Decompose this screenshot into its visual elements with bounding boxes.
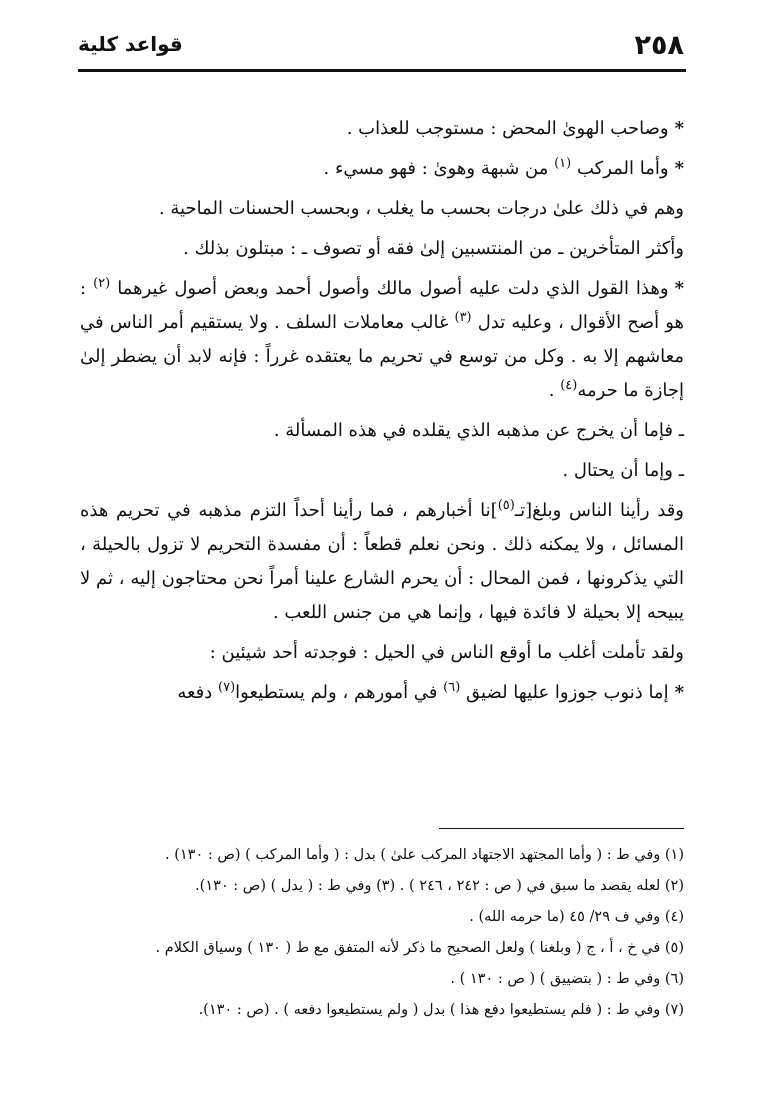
dash-item-2: ـ وإما أن يحتال . xyxy=(562,460,684,481)
paragraph-5 xyxy=(80,272,684,408)
paragraph-text: وأكثر المتأخرين ـ من المنتسبين إلىٰ فقه أو تصوف ـ : مبتلون بذلك . xyxy=(183,238,684,259)
footnote-2-3: (٢) لعله يقصد ما سبق في ( ص : ٢٤٢ ، ٢٤٦ ) . (٣) وفي ط : ( يدل ) (ص : ١٣٠). xyxy=(195,878,684,894)
main-text xyxy=(80,112,684,716)
paragraph-text: في أمورهم ، ولم يستطيعوا xyxy=(235,682,438,703)
running-title: قواعد كلية xyxy=(78,32,183,56)
footnote-1: (١) وفي ط : ( وأما المجتهد الاجتهاد المركب علىٰ ) بدل : ( وأما المركب ) (ص : ١٣٠) . xyxy=(164,847,684,863)
paragraph-4 xyxy=(80,232,684,266)
footnote-ref-2[interactable]: (٢) xyxy=(93,276,111,291)
footnotes xyxy=(80,840,684,1026)
header-rule xyxy=(78,69,686,72)
footnote-ref-6[interactable]: (٦) xyxy=(443,680,461,695)
paragraph-text: وهذا القول الذي دلت عليه أصول مالك وأصول أحمد وبعض أصول غيرهما xyxy=(117,278,669,299)
paragraph-text: وهم في ذلك علىٰ درجات بحسب ما يغلب ، وبحسب الحسنات الماحية . xyxy=(158,198,684,219)
asterisk-icon: * xyxy=(674,278,684,299)
paragraph-text: إما ذنوب جوزوا عليها لضيق xyxy=(466,682,669,703)
page-number: ٢٥٨ xyxy=(634,30,684,61)
asterisk-icon: * xyxy=(674,118,684,139)
footnote-ref-5[interactable]: (٥) xyxy=(497,498,515,513)
footnote-6: (٦) وفي ط : ( بتضييق ) ( ص : ١٣٠ ) . xyxy=(450,971,684,987)
footnote-ref-4[interactable]: (٤) xyxy=(560,378,578,393)
footnote-ref-1[interactable]: (١) xyxy=(554,156,572,171)
footnote-ref-3[interactable]: (٣) xyxy=(454,310,472,325)
paragraph-1 xyxy=(80,112,684,146)
paragraph-3 xyxy=(80,192,684,226)
paragraph-8 xyxy=(80,676,684,710)
paragraph-text: ولقد تأملت أغلب ما أوقع الناس في الحيل : فوجدته أحد شيئين : xyxy=(209,642,684,663)
paragraph-2 xyxy=(80,152,684,186)
paragraph-text: غالب معاملات السلف . ولا يستقيم أمر الناس في معاشهم إلا به . وكل من توسع في تحريم ما يعتقده غرراً : فإنه لابد أن يضطر إلىٰ إجازة ما حرمه xyxy=(80,312,684,401)
asterisk-icon: * xyxy=(674,682,684,703)
paragraph-text: من شبهة وهوىٰ : فهو مسيء . xyxy=(323,158,549,179)
page-header xyxy=(78,30,684,66)
paragraph-text: دفعه xyxy=(177,682,213,703)
footnote-7: (٧) وفي ط : ( فلم يستطيعوا دفع هذا ) بدل ( ولم يستطيعوا دفعه ) . (ص : ١٣٠). xyxy=(198,1002,684,1018)
paragraph-text: وصاحب الهوىٰ المحض : مستوجب للعذاب . xyxy=(346,118,669,139)
paragraph-7 xyxy=(80,636,684,670)
paragraph-text: وأما المركب xyxy=(576,158,669,179)
paragraph-6 xyxy=(80,494,684,630)
footnote-ref-7[interactable]: (٧) xyxy=(218,680,236,695)
footnote-separator xyxy=(439,828,684,829)
footnote-4: (٤) وفي ف ٢٩/ ٤٥ (ما حرمه الله) . xyxy=(469,909,684,925)
paragraph-text: . xyxy=(548,380,555,401)
dash-item-1: ـ فإما أن يخرج عن مذهبه الذي يقلده في هذه المسألة . xyxy=(273,420,684,441)
paragraph-text: وقد رأينا الناس وبلغ[تـ xyxy=(514,500,684,521)
paragraph-text: ]نا أخبارهم ، فما رأينا أحداً التزم مذهبه في تحريم هذه المسائل ، ولا يمكنه ذلك . ونحن نعلم قطعاً : أن مفسدة التحريم لا تزول بالحيلة ، التي يذكرونها ، فمن المحال : أن يحرم الشارع علينا أمراً نحن محتاجون إليه ، ثم لا يبيحه إلا بحيلة لا فائدة فيها ، وإنما هي من جنس اللعب . xyxy=(80,500,684,623)
asterisk-icon: * xyxy=(674,158,684,179)
footnote-5: (٥) في خ ، أ ، ج ( وبلغنا ) ولعل الصحيح ما ذكر لأنه المتفق مع ط ( ١٣٠ ) وسياق الكلام . xyxy=(155,940,684,956)
paragraph-text: : هو أصح الأقوال ، وعليه تدل xyxy=(80,278,684,333)
